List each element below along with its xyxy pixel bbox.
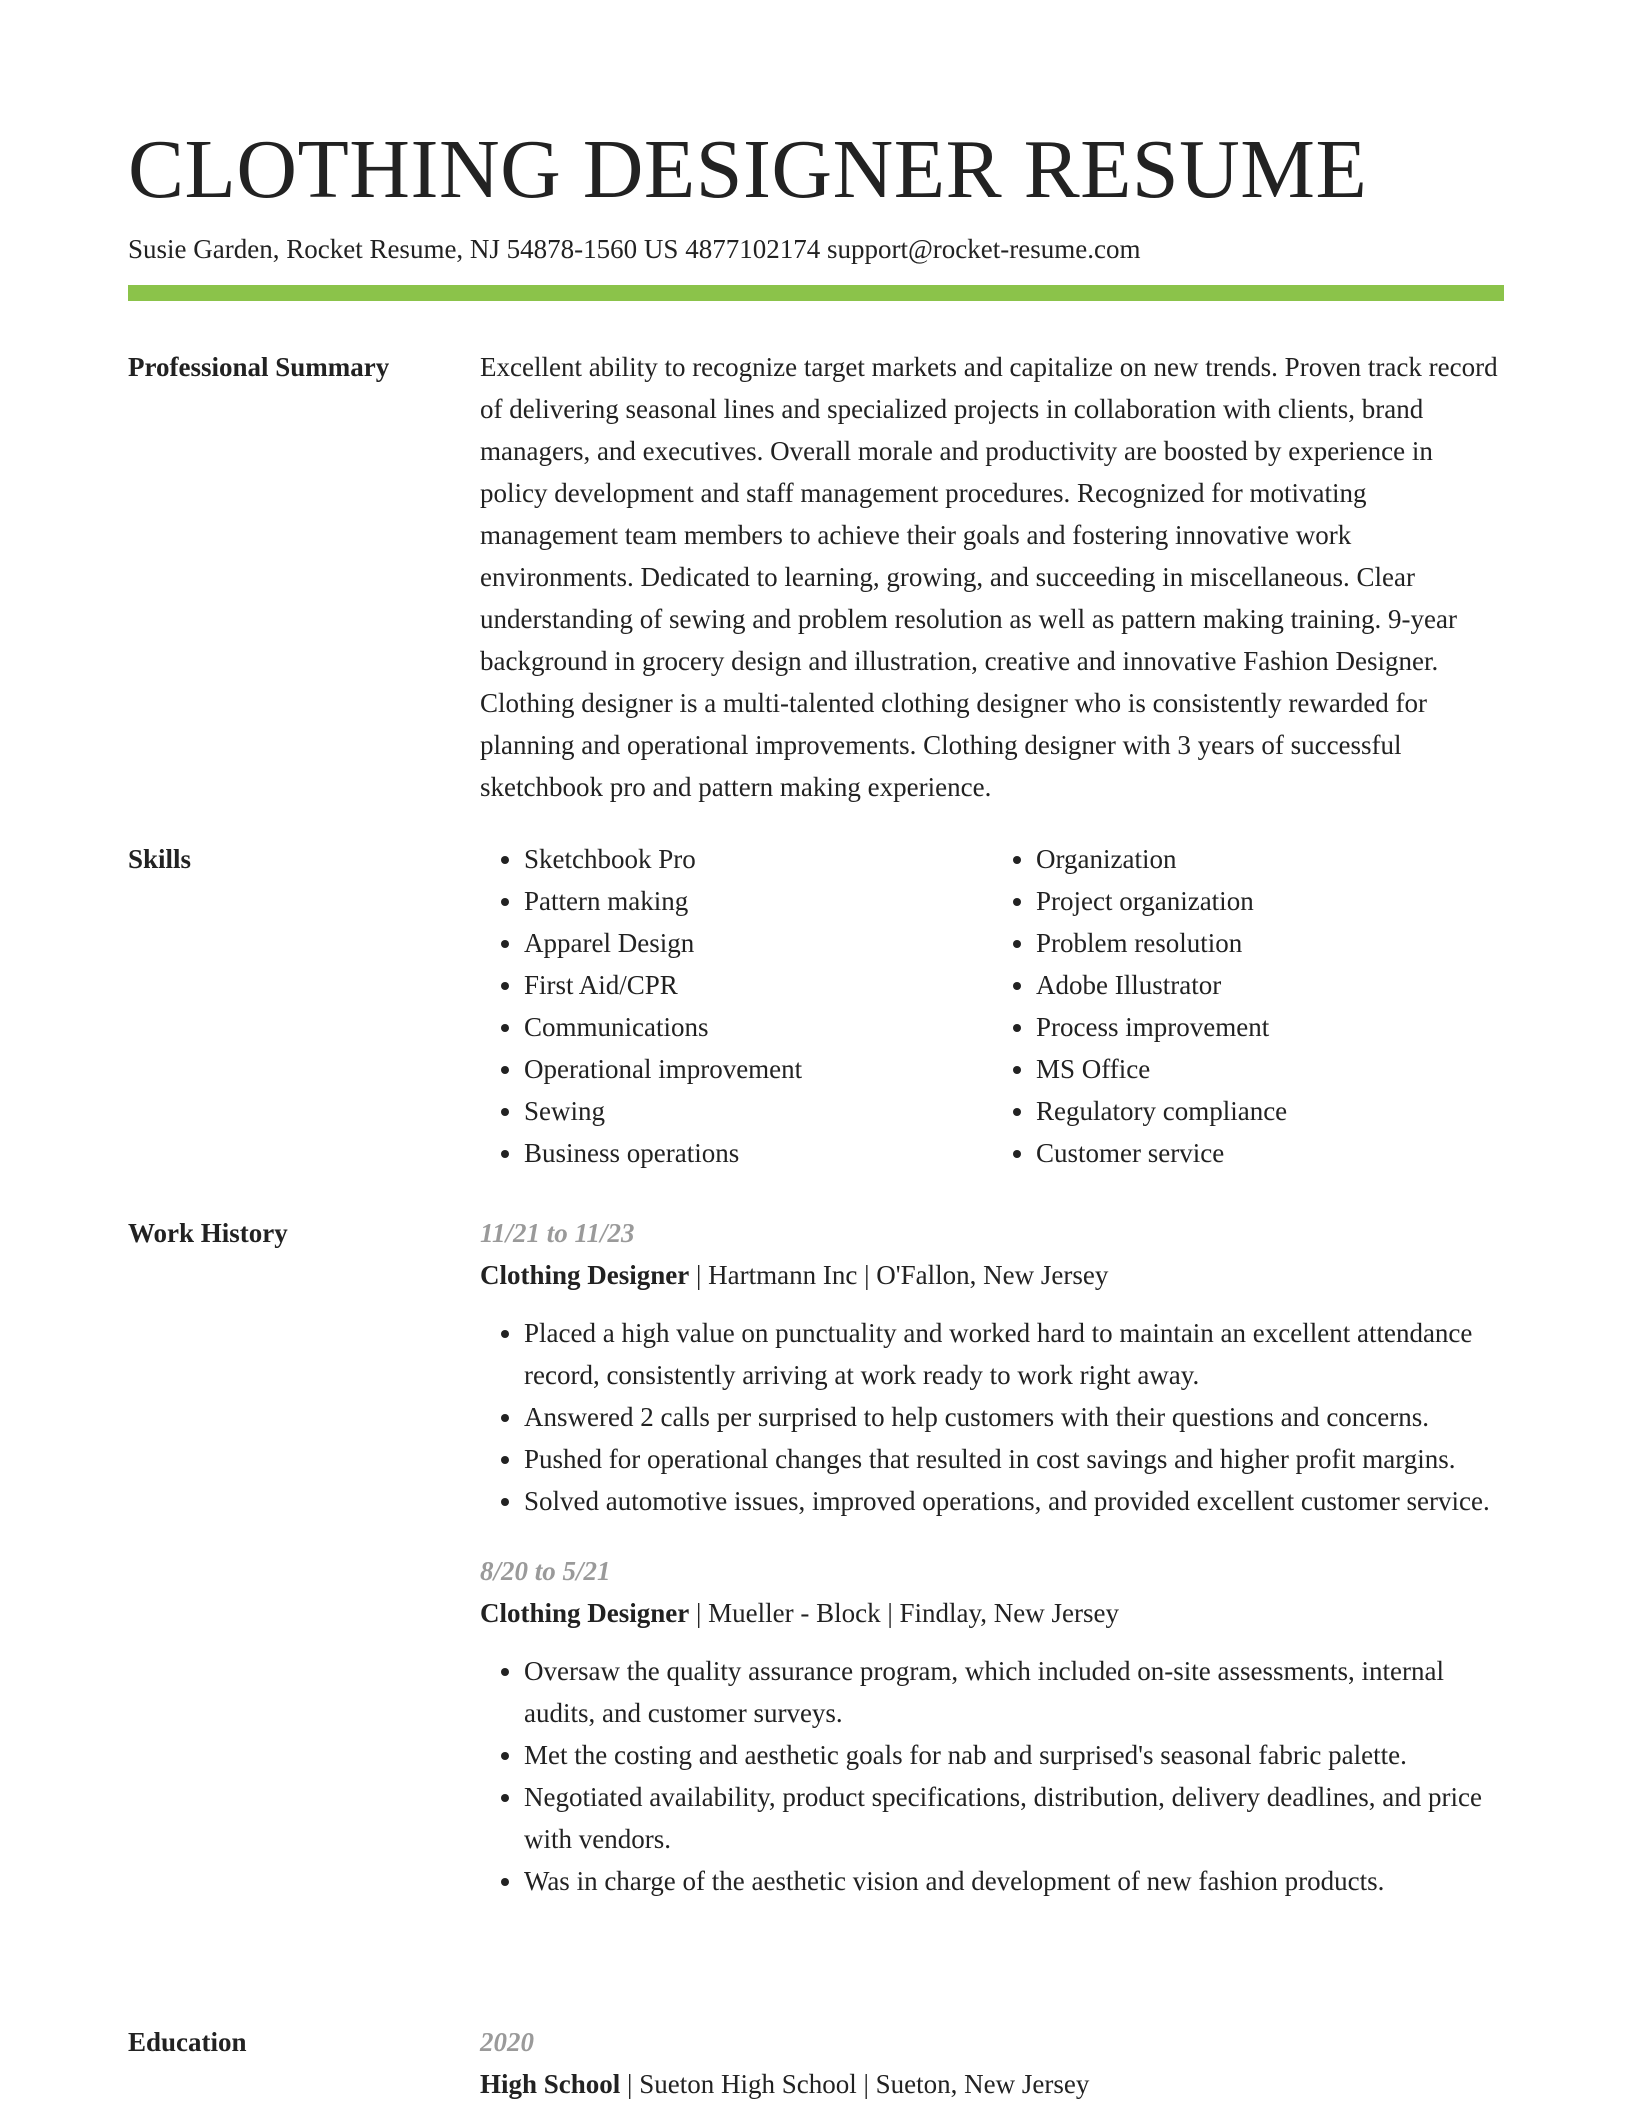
job-bullet: • Met the costing and aesthetic goals for nab and surprised's seasonal fabric palette. bbox=[524, 1734, 1504, 1776]
skill-item: • MS Office bbox=[1036, 1048, 1504, 1090]
job-entry bbox=[480, 1550, 1504, 1902]
job-title: Clothing Designer bbox=[480, 1598, 690, 1628]
job-bullet: • Placed a high value on punctuality and worked hard to maintain an excellent attendance record, consistently arriving at work ready to work right away. bbox=[524, 1312, 1504, 1396]
job-bullet: • Was in charge of the aesthetic vision and development of new fashion products. bbox=[524, 1860, 1504, 1902]
skills-body bbox=[480, 838, 1504, 1174]
job-bullet: • Oversaw the quality assurance program, which included on-site assessments, internal audits, and customer surveys. bbox=[524, 1650, 1504, 1734]
job-details: | Mueller - Block | Findlay, New Jersey bbox=[689, 1598, 1119, 1628]
job-dates: 8/20 to 5/21 bbox=[480, 1556, 611, 1586]
job-bullet: • Negotiated availability, product specifications, distribution, delivery deadlines, and price with vendors. bbox=[524, 1776, 1504, 1860]
skill-item: • Process improvement bbox=[1036, 1006, 1504, 1048]
skill-item: • Organization bbox=[1036, 838, 1504, 880]
skill-item: • Regulatory compliance bbox=[1036, 1090, 1504, 1132]
job-details: | Hartmann Inc | O'Fallon, New Jersey bbox=[689, 1260, 1109, 1290]
job-bullet: • Answered 2 calls per surprised to help customers with their questions and concerns. bbox=[524, 1396, 1504, 1438]
work-history-label: Work History bbox=[128, 1218, 288, 1248]
job-title: Clothing Designer bbox=[480, 1260, 690, 1290]
skill-item: • Pattern making bbox=[524, 880, 992, 922]
skill-item: • Project organization bbox=[1036, 880, 1504, 922]
job-heading bbox=[480, 1254, 1504, 1296]
skill-item: • First Aid/CPR bbox=[524, 964, 992, 1006]
skill-item: • Operational improvement bbox=[524, 1048, 992, 1090]
contact-line: Susie Garden, Rocket Resume, NJ 54878-1560 US 4877102174 support@rocket-resume.com bbox=[128, 234, 1141, 264]
summary-body bbox=[480, 346, 1504, 808]
education-degree: High School bbox=[480, 2069, 621, 2099]
header-divider bbox=[128, 285, 1504, 301]
job-dates: 11/21 to 11/23 bbox=[480, 1218, 635, 1248]
summary-text: Excellent ability to recognize target markets and capitalize on new trends. Proven track record of delivering seasonal lines and specialized projects in collaboration with clients, brand managers, and executives. Overall morale and productivity are boosted by experience in policy development and staff management procedures. Recognized for motivating management team members to achieve their goals and fostering innovative work environments. Dedicated to learning, growing, and succeeding in miscellaneous. Clear understanding of sewing and problem resolution as well as pattern making training. 9-year background in grocery design and illustration, creative and innovative Fashion Designer. Clothing designer is a multi-talented clothing designer who is consistently rewarded for planning and operational improvements. Clothing designer with 3 years of successful sketchbook pro and pattern making experience. bbox=[480, 352, 1498, 802]
education-heading bbox=[480, 2063, 1504, 2105]
summary-label: Professional Summary bbox=[128, 352, 390, 382]
education-label: Education bbox=[128, 2027, 247, 2057]
education-body bbox=[480, 2021, 1504, 2105]
job-bullets bbox=[480, 1650, 1504, 1902]
job-entry bbox=[480, 1212, 1504, 1522]
resume-title: CLOTHING DESIGNER RESUME bbox=[128, 123, 1368, 216]
education-details: | Sueton High School | Sueton, New Jersey bbox=[620, 2069, 1090, 2099]
skill-item: • Business operations bbox=[524, 1132, 992, 1174]
job-heading bbox=[480, 1592, 1504, 1634]
education-year: 2020 bbox=[480, 2027, 534, 2057]
skills-list-right bbox=[992, 838, 1504, 1174]
job-bullets bbox=[480, 1312, 1504, 1522]
job-bullet: • Solved automotive issues, improved operations, and provided excellent customer service. bbox=[524, 1480, 1504, 1522]
skills-list-left bbox=[480, 838, 992, 1174]
skill-item: • Sketchbook Pro bbox=[524, 838, 992, 880]
job-bullet: • Pushed for operational changes that resulted in cost savings and higher profit margins. bbox=[524, 1438, 1504, 1480]
skill-item: • Adobe Illustrator bbox=[1036, 964, 1504, 1006]
skill-item: • Communications bbox=[524, 1006, 992, 1048]
skill-item: • Sewing bbox=[524, 1090, 992, 1132]
skills-columns bbox=[480, 838, 1504, 1174]
skills-label: Skills bbox=[128, 844, 192, 874]
skill-item: • Customer service bbox=[1036, 1132, 1504, 1174]
skill-item: • Problem resolution bbox=[1036, 922, 1504, 964]
skill-item: • Apparel Design bbox=[524, 922, 992, 964]
work-history-body bbox=[480, 1212, 1504, 1930]
